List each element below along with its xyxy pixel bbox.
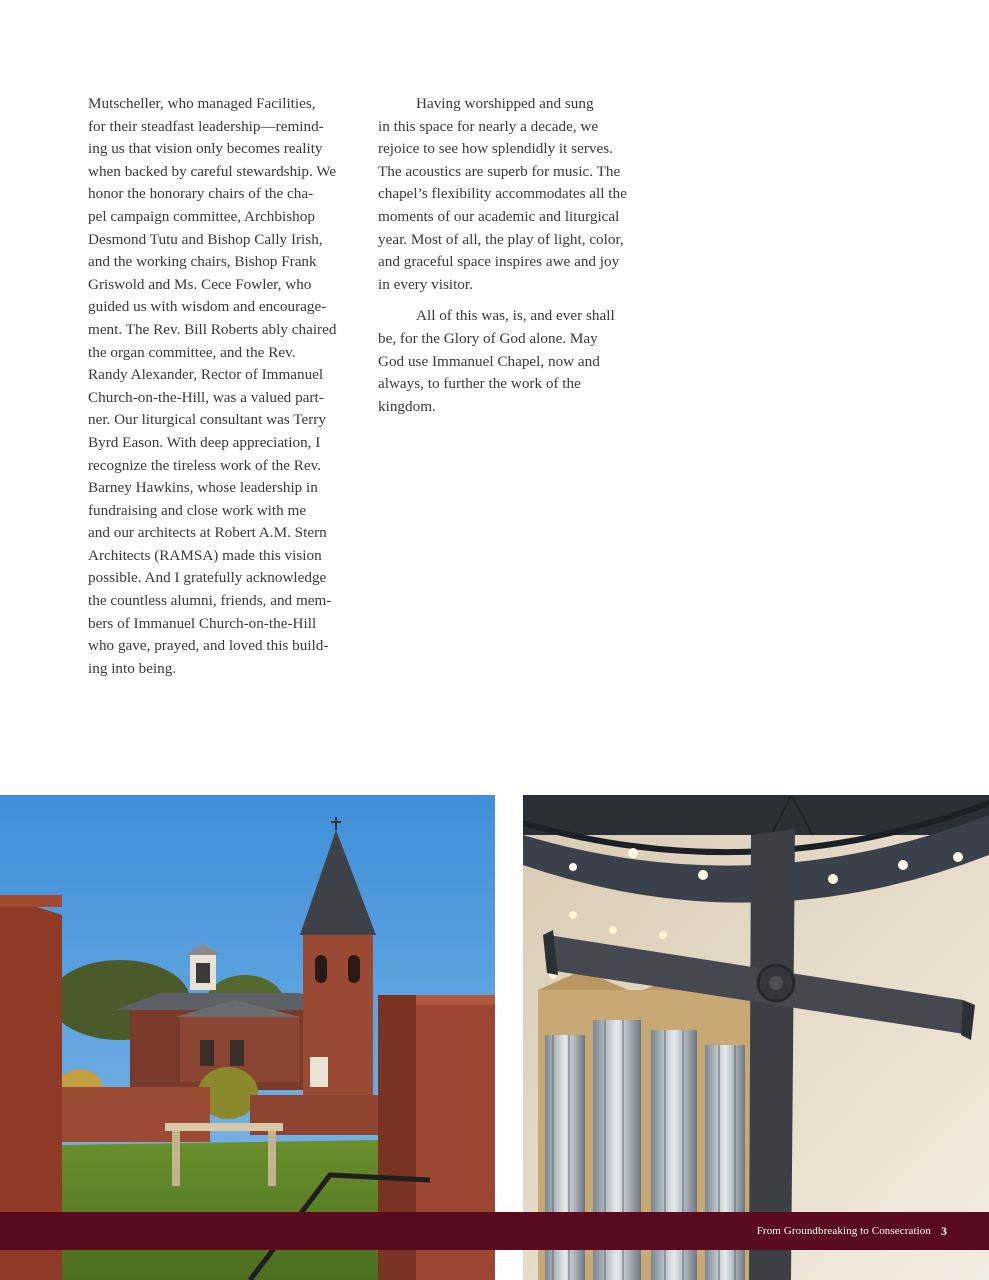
text-line: the countless alumni, friends, and mem- (88, 592, 332, 610)
right-paragraph-1 (378, 93, 640, 296)
text-line: who gave, prayed, and loved this build- (88, 637, 329, 655)
right-text-column (378, 93, 640, 427)
text-line: Desmond Tutu and Bishop Cally Irish, (88, 230, 323, 248)
text-line: Randy Alexander, Rector of Immanuel (88, 366, 324, 384)
text-line: Byrd Eason. With deep appreciation, I (88, 433, 321, 451)
text-line: when backed by careful stewardship. We (88, 162, 337, 180)
text-line: bers of Immanuel Church-on-the-Hill (88, 614, 317, 632)
text-line: in every visitor. (378, 275, 473, 293)
text-line: always, to further the work of the (378, 375, 581, 393)
text-line: The acoustics are superb for music. The (378, 162, 621, 180)
chapel-exterior-photo (0, 795, 495, 1280)
text-line: the organ committee, and the Rev. (88, 343, 296, 361)
text-line: kingdom. (378, 397, 436, 415)
footer-bar (0, 1212, 989, 1250)
text-line: Barney Hawkins, whose leadership in (88, 479, 318, 497)
text-line: ner. Our liturgical consultant was Terry (88, 411, 326, 429)
text-line: ing into being. (88, 659, 177, 677)
footer-title: From Groundbreaking to Consecration (756, 1225, 931, 1237)
text-line: honor the honorary chairs of the cha- (88, 185, 314, 203)
text-line: ing us that vision only becomes reality (88, 140, 323, 158)
text-line: moments of our academic and liturgical (378, 207, 620, 225)
text-line: and our architects at Robert A.M. Stern (88, 524, 327, 542)
text-line: and graceful space inspires awe and joy (378, 253, 620, 271)
right-paragraph-2 (378, 305, 640, 418)
text-line: Church-on-the-Hill, was a valued part- (88, 388, 324, 406)
text-line: be, for the Glory of God alone. May (378, 329, 598, 347)
text-line: rejoice to see how splendidly it serves. (378, 140, 613, 158)
text-line: possible. And I gratefully acknowledge (88, 569, 327, 587)
text-line: fundraising and close work with me (88, 501, 307, 519)
cross-and-organ-photo (523, 795, 989, 1280)
text-line: Mutscheller, who managed Facilities, (88, 95, 316, 112)
text-line: God use Immanuel Chapel, now and (378, 352, 600, 370)
text-line: guided us with wisdom and encourage- (88, 298, 327, 316)
text-line: for their steadfast leadership—remind- (88, 117, 324, 135)
text-line: chapel’s flexibility accommodates all the (378, 185, 627, 203)
text-line: ment. The Rev. Bill Roberts ably chaired (88, 320, 337, 338)
text-line: and the working chairs, Bishop Frank (88, 253, 317, 271)
text-line: Architects (RAMSA) made this vision (88, 546, 322, 564)
page-number: 3 (941, 1224, 947, 1238)
text-line: Griswold and Ms. Cece Fowler, who (88, 275, 312, 293)
text-line: Having worshipped and sung (416, 95, 594, 112)
text-line: year. Most of all, the play of light, color, (378, 230, 624, 248)
left-paragraph (88, 93, 356, 680)
text-line: pel campaign committee, Archbishop (88, 207, 315, 225)
left-text-column (88, 93, 356, 689)
text-line: All of this was, is, and ever shall (416, 307, 615, 325)
text-line: recognize the tireless work of the Rev. (88, 456, 322, 474)
text-line: in this space for nearly a decade, we (378, 117, 599, 135)
